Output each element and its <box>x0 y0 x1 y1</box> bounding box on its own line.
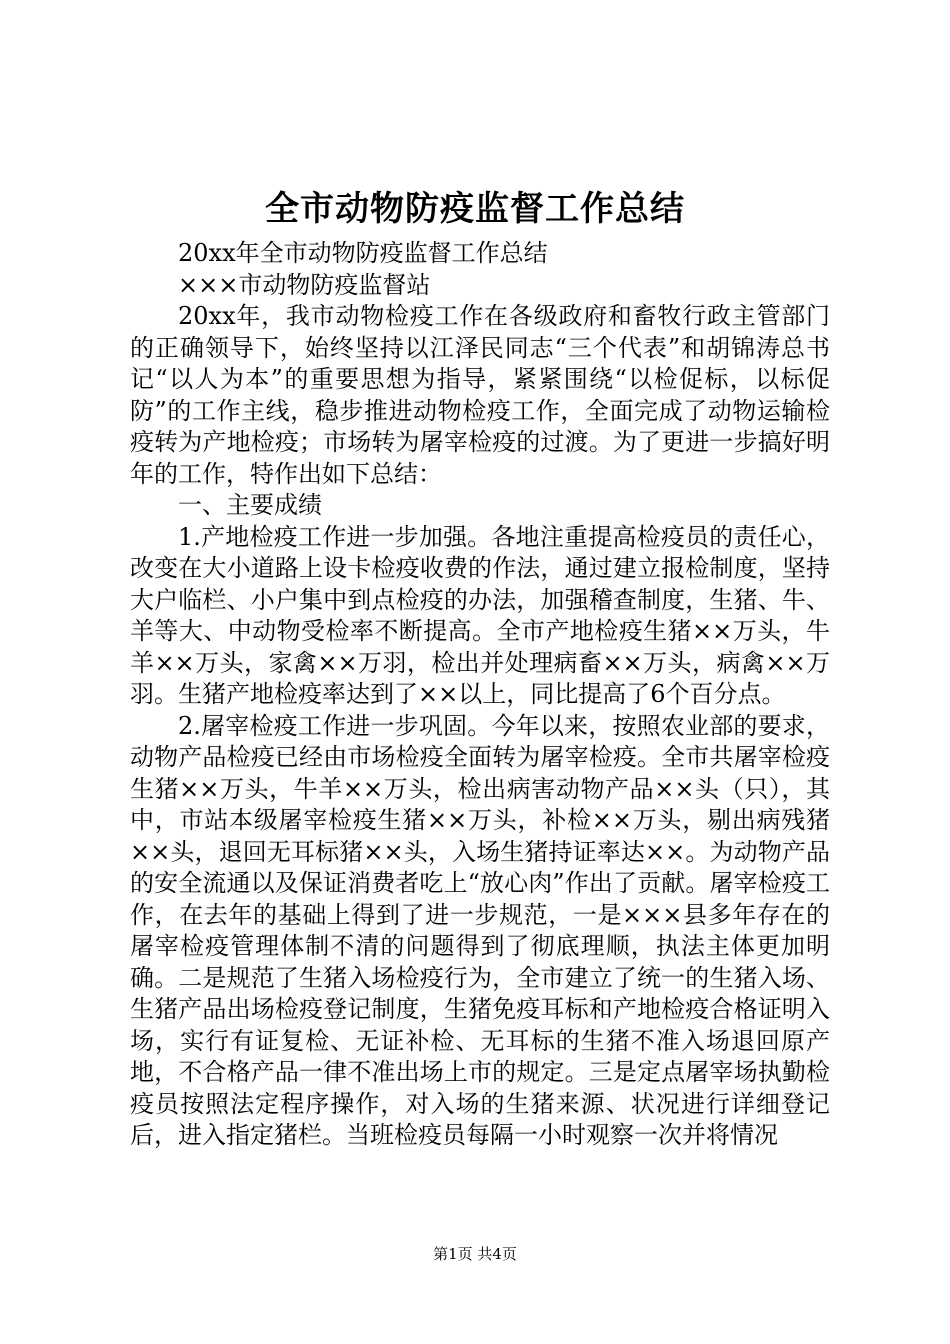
document-title: 全市动物防疫监督工作总结 <box>265 189 685 229</box>
body-paragraph: 2.屠宰检疫工作进一步巩固。今年以来，按照农业部的要求，动物产品检疫已经由市场检疫全面转为屠宰检疫。全市共屠宰检疫生猪××万头，牛羊××万头，检出病害动物产品××头（只），其中，市站本级屠宰检疫生猪××万头，补检××万头，剔出病残猪××头，退回无耳标猪××头，入场生猪持证率达××。为动物产品的安全流通以及保证消费者吃上“放心肉”作出了贡献。屠宰检疫工作，在去年的基础上得到了进一步规范，一是×××县多年存在的屠宰检疫管理体制不清的问题得到了彻底理顺，执法主体更加明确。二是规范了生猪入场检疫行为，全市建立了统一的生猪入场、生猪产品出场检疫登记制度，生猪免疫耳标和产地检疫合格证明入场，实行有证复检、无证补检、无耳标的生猪不准入场退回原产地，不合格产品一律不准出场上市的规定。三是定点屠宰场执勤检疫员按照法定程序操作，对入场的生猪来源、状况进行详细登记后，进入指定猪栏。当班检疫员每隔一小时观察一次并将情况 <box>130 711 830 1149</box>
subtitle-paragraph: 20xx年全市动物防疫监督工作总结 <box>178 239 548 267</box>
organization-paragraph: ×××市动物防疫监督站 <box>178 270 431 299</box>
page-footer: 第1页 共4页 <box>433 1245 517 1263</box>
section-heading: 一、主要成绩 <box>178 491 322 519</box>
intro-paragraph: 20xx年，我市动物检疫工作在各级政府和畜牧行政主管部门的正确领导下，始终坚持以江泽民同志“三个代表”和胡锦涛总书记“以人为本”的重要思想为指导，紧紧围绕“以检促标，以标促防”的工作主线，稳步推进动物检疫工作，全面完成了动物运输检疫转为产地检疫；市场转为屠宰检疫的过渡。为了更进一步搞好明年的工作，特作出如下总结： <box>130 302 830 488</box>
document-body <box>130 238 830 1152</box>
body-paragraph: 1.产地检疫工作进一步加强。各地注重提高检疫员的责任心，改变在大小道路上设卡检疫收费的作法，通过建立报检制度，坚持大户临栏、小户集中到点检疫的办法，加强稽查制度，生猪、牛、羊等大、中动物受检率不断提高。全市产地检疫生猪××万头，牛羊××万头，家禽××万羽，检出并处理病畜××万头，病禽××万羽。生猪产地检疫率达到了××以上，同比提高了6个百分点。 <box>130 522 830 708</box>
